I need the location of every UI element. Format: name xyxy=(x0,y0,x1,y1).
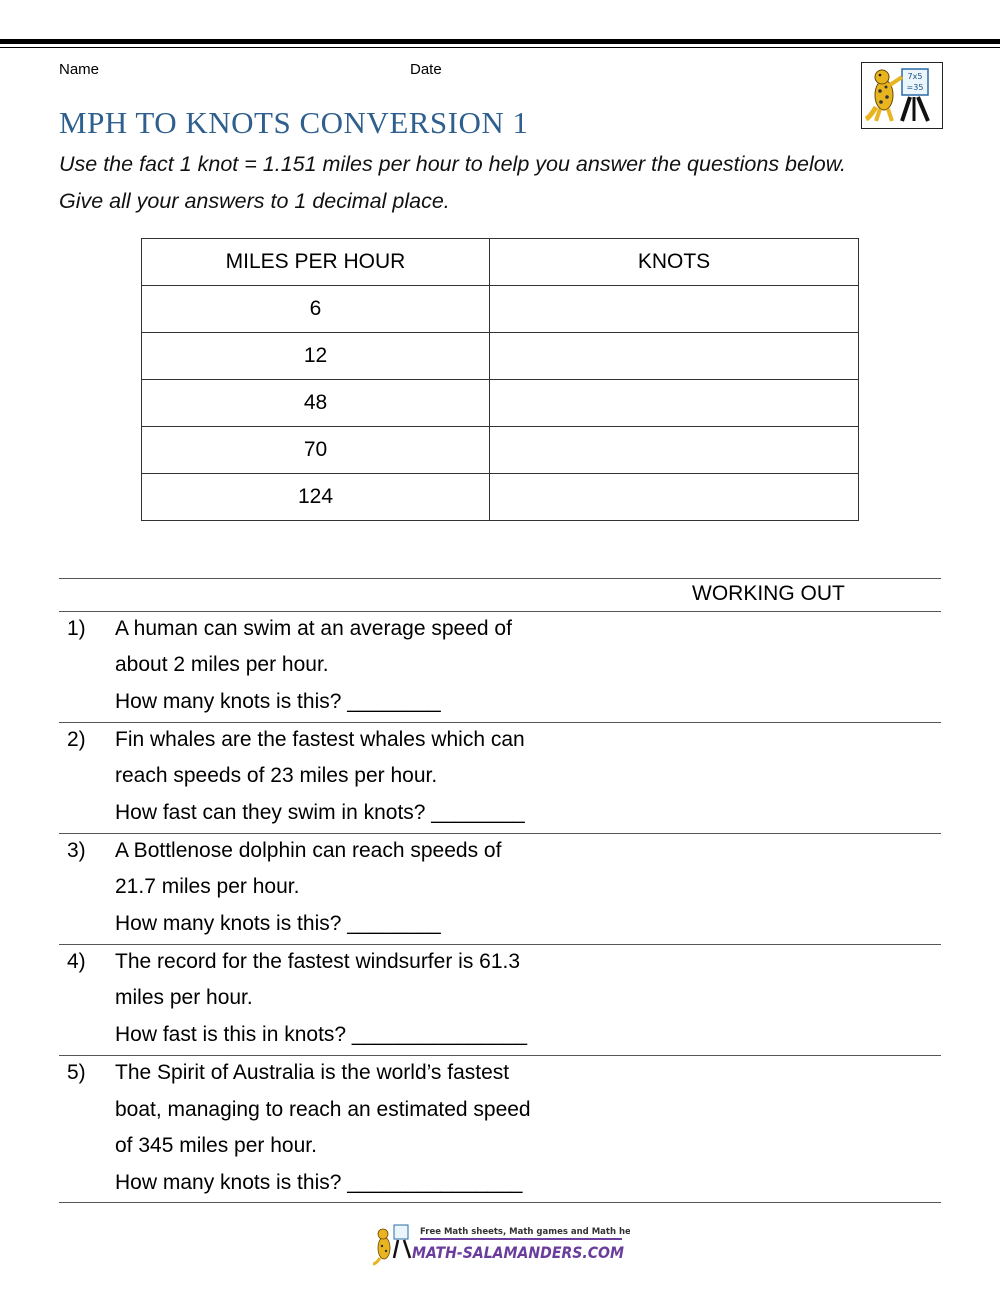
question-4-line-1: The record for the fastest windsurfer is 61.3 xyxy=(115,950,521,973)
table-header-row xyxy=(142,239,859,286)
table-row xyxy=(142,380,859,427)
knots-answer-cell[interactable] xyxy=(490,333,859,380)
knots-answer-cell[interactable] xyxy=(490,427,859,474)
mph-cell: 48 xyxy=(142,380,490,427)
question-1-prompt[interactable]: How many knots is this? ________ xyxy=(115,690,441,713)
question-3-line-1: A Bottlenose dolphin can reach speeds of xyxy=(115,839,502,862)
question-number: 3) xyxy=(67,839,86,862)
footer-site-name: MATH-SALAMANDERS.COM xyxy=(412,1243,625,1262)
footer-tagline: Free Math sheets, Math games and Math help xyxy=(420,1227,630,1237)
question-4-prompt[interactable]: How fast is this in knots? _______________ xyxy=(115,1023,528,1046)
question-number: 1) xyxy=(67,617,86,640)
question-5-line-1: The Spirit of Australia is the world’s fastest xyxy=(115,1061,510,1084)
top-rule-thin xyxy=(0,47,1000,48)
question-divider xyxy=(59,722,941,723)
question-divider xyxy=(59,1055,941,1056)
knots-answer-cell[interactable] xyxy=(490,380,859,427)
question-1-line-1: A human can swim at an average speed of xyxy=(115,617,512,640)
question-5-line-3: of 345 miles per hour. xyxy=(115,1134,317,1157)
question-5-line-2: boat, managing to reach an estimated speed xyxy=(115,1098,531,1121)
question-divider xyxy=(59,833,941,834)
question-2-line-2: reach speeds of 23 miles per hour. xyxy=(115,764,438,787)
question-4-line-2: miles per hour. xyxy=(115,986,253,1009)
question-number: 4) xyxy=(67,950,86,973)
table-row xyxy=(142,333,859,380)
math-salamanders-logo xyxy=(861,62,943,129)
page-title: MPH TO KNOTS CONVERSION 1 xyxy=(59,105,529,140)
question-3-prompt[interactable]: How many knots is this? ________ xyxy=(115,912,441,935)
question-number: 2) xyxy=(67,728,86,751)
question-2-prompt[interactable]: How fast can they swim in knots? ________ xyxy=(115,801,525,824)
header-knots: KNOTS xyxy=(490,239,859,286)
conversion-table xyxy=(141,238,859,521)
question-5-prompt[interactable]: How many knots is this? _______________ xyxy=(115,1171,523,1194)
mph-cell: 124 xyxy=(142,474,490,521)
instruction-line-2: Give all your answers to 1 decimal place. xyxy=(59,189,450,213)
salamander-teacher-icon xyxy=(862,63,941,127)
mph-cell: 6 xyxy=(142,286,490,333)
section-rule xyxy=(59,611,941,612)
table-row xyxy=(142,286,859,333)
logo-badge-line1: 7x5 xyxy=(907,72,923,81)
footer-logo[interactable] xyxy=(372,1222,630,1266)
name-label: Name xyxy=(59,61,100,78)
knots-answer-cell[interactable] xyxy=(490,474,859,521)
table-row xyxy=(142,427,859,474)
section-rule xyxy=(59,578,941,579)
date-label: Date xyxy=(410,61,442,78)
knots-answer-cell[interactable] xyxy=(490,286,859,333)
question-number: 5) xyxy=(67,1061,86,1084)
question-2-line-1: Fin whales are the fastest whales which can xyxy=(115,728,525,751)
footer-salamander-icon xyxy=(372,1222,630,1266)
top-rule-thick xyxy=(0,39,1000,44)
logo-badge-line2: =35 xyxy=(906,83,924,92)
mph-cell: 12 xyxy=(142,333,490,380)
working-out-heading: WORKING OUT xyxy=(692,582,845,605)
question-divider xyxy=(59,944,941,945)
question-3-line-2: 21.7 miles per hour. xyxy=(115,875,300,898)
question-divider xyxy=(59,1202,941,1203)
question-1-line-2: about 2 miles per hour. xyxy=(115,653,329,676)
mph-cell: 70 xyxy=(142,427,490,474)
header-mph: MILES PER HOUR xyxy=(142,239,490,286)
instruction-line-1: Use the fact 1 knot = 1.151 miles per hour to help you answer the questions below. xyxy=(59,152,847,176)
table-row xyxy=(142,474,859,521)
